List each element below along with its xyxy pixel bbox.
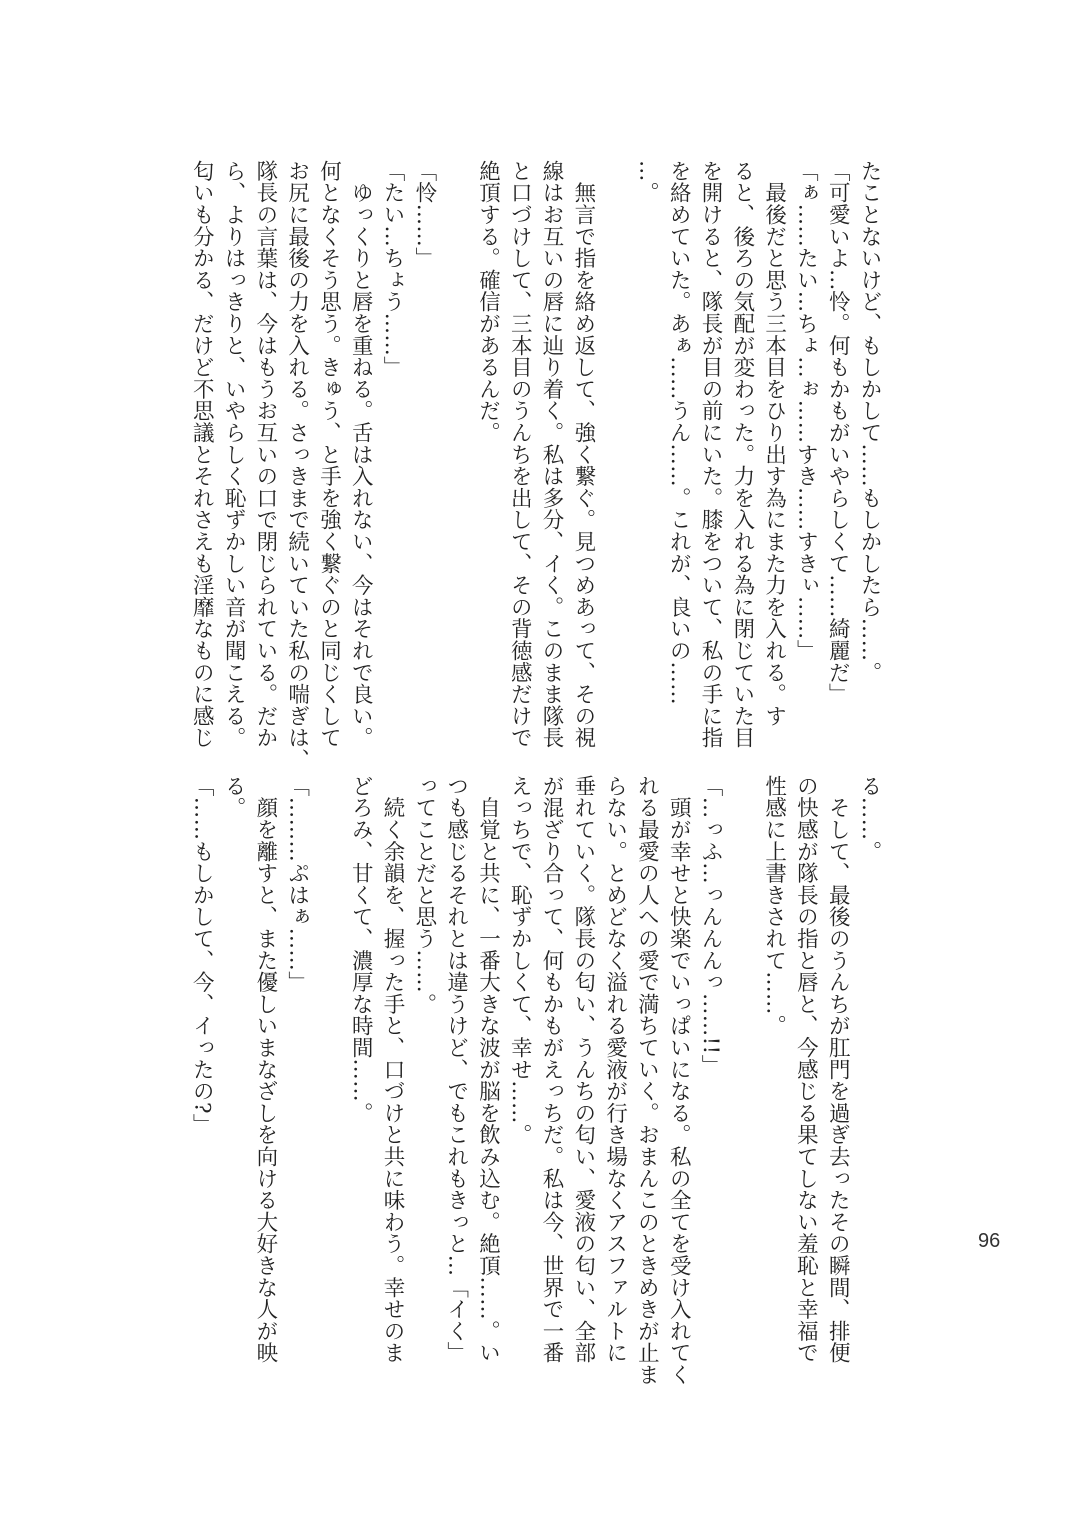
text-column: 「…っふ…っんんんっ……!!」 <box>698 775 724 1077</box>
text-column: る……。 <box>857 775 882 863</box>
text-column: 隊長の言葉は、今はもうお互いの口で閉じられている。だか <box>252 160 278 749</box>
text-column: れる最愛の人への愛で満ちていく。おまんこのときめきが止ま <box>634 775 660 1386</box>
text-column: 無言で指を絡め返して、強く繋ぐ。見つめあって、その視 <box>570 160 596 749</box>
text-column: 絶頂する。確信があるんだ。 <box>475 160 501 444</box>
text-column: 匂いも分かる、だけど不思議とそれさえも淫靡なものに感じ <box>189 160 215 749</box>
text-column: 自覚と共に、一番大きな波が脳を飲み込む。絶頂……。い <box>475 775 501 1364</box>
text-block-bottom <box>185 775 885 1386</box>
text-column: と口づけして、三本目のうんちを出して、その背徳感だけで <box>507 160 533 749</box>
text-column: たことないけど、もしかして……もしかしたら……。 <box>857 160 882 684</box>
text-column: らない。とめどなく溢れる愛液が行き場なくアスファルトに <box>602 775 628 1364</box>
text-column <box>313 775 345 1335</box>
text-column: ら、よりはっきりと、いやらしく恥ずかしい音が聞こえる。 <box>221 160 247 749</box>
text-column <box>726 775 758 1335</box>
text-column: を開けると、隊長が目の前にいた。膝をついて、私の手に指 <box>698 160 724 749</box>
text-column: 線はお互いの唇に辿り着く。私は多分、イく。このまま隊長 <box>539 160 565 749</box>
text-column: ると、後ろの気配が変わった。力を入れる為に閉じていた目 <box>729 160 755 749</box>
text-column: の快感が隊長の指と唇と、今感じる果てしない羞恥と幸福で <box>793 775 819 1364</box>
text-column: 垂れていく。隊長の匂い、うんちの匂い、愛液の匂い、全部 <box>570 775 596 1364</box>
text-column: 「………ぷはぁ……」 <box>284 775 310 993</box>
text-column: えっちで、恥ずかしくて、幸せ……。 <box>507 775 533 1146</box>
text-block-top <box>185 160 885 771</box>
text-column <box>440 160 472 720</box>
text-column: 何となくそう思う。きゅう、と手を強く繋ぐのと同じくして <box>316 160 342 749</box>
text-column: 「たい…ちょう……」 <box>380 160 406 378</box>
text-column: 頭が幸せと快楽でいっぱいになる。私の全てを受け入れてく <box>666 775 692 1386</box>
text-column: 「可愛いよ…怜。何もかもがいやらしくて……綺麗だ」 <box>825 160 851 705</box>
text-column: …。 <box>634 160 660 204</box>
text-column: が混ざり合って、何もかもがえっちだ。私は今、世界で一番 <box>539 775 565 1364</box>
text-column: ゆっくりと唇を重ねる。舌は入れない、今はそれで良い。 <box>348 160 374 749</box>
text-column: を絡めていた。あぁ……うん……。これが、良いの…… <box>666 160 692 705</box>
text-column: 「ぁ……たい…ちょ…ぉ……すき……すきぃ……」 <box>793 160 819 662</box>
text-column: 顔を離すと、また優しいまなざしを向ける大好きな人が映 <box>252 775 278 1364</box>
text-column: そして、最後のうんちが肛門を過ぎ去ったその瞬間、排便 <box>825 775 851 1364</box>
page-number: 96 <box>978 1230 1001 1252</box>
text-column <box>599 160 631 720</box>
text-column: る。 <box>221 775 247 819</box>
text-column: 続く余韻を、握った手と、口づけと共に味わう。幸せのま <box>380 775 406 1364</box>
text-column: 性感に上書きされて……。 <box>761 775 787 1037</box>
text-column: ってことだと思う……。 <box>411 775 437 1015</box>
text-column: 最後だと思う三本目をひり出す為にまた力を入れる。す <box>761 160 787 727</box>
text-column: 「……もしかして、今、イったの?」 <box>189 775 215 1136</box>
text-column: どろみ、甘くて、濃厚な時間……。 <box>348 775 374 1124</box>
text-column: 「怜……」 <box>411 160 437 269</box>
text-column: お尻に最後の力を入れる。さっきまで続いていた私の喘ぎは、 <box>284 160 310 771</box>
text-column: つも感じるそれとは違うけど、でもこれもきっと…「イく」 <box>443 775 469 1364</box>
